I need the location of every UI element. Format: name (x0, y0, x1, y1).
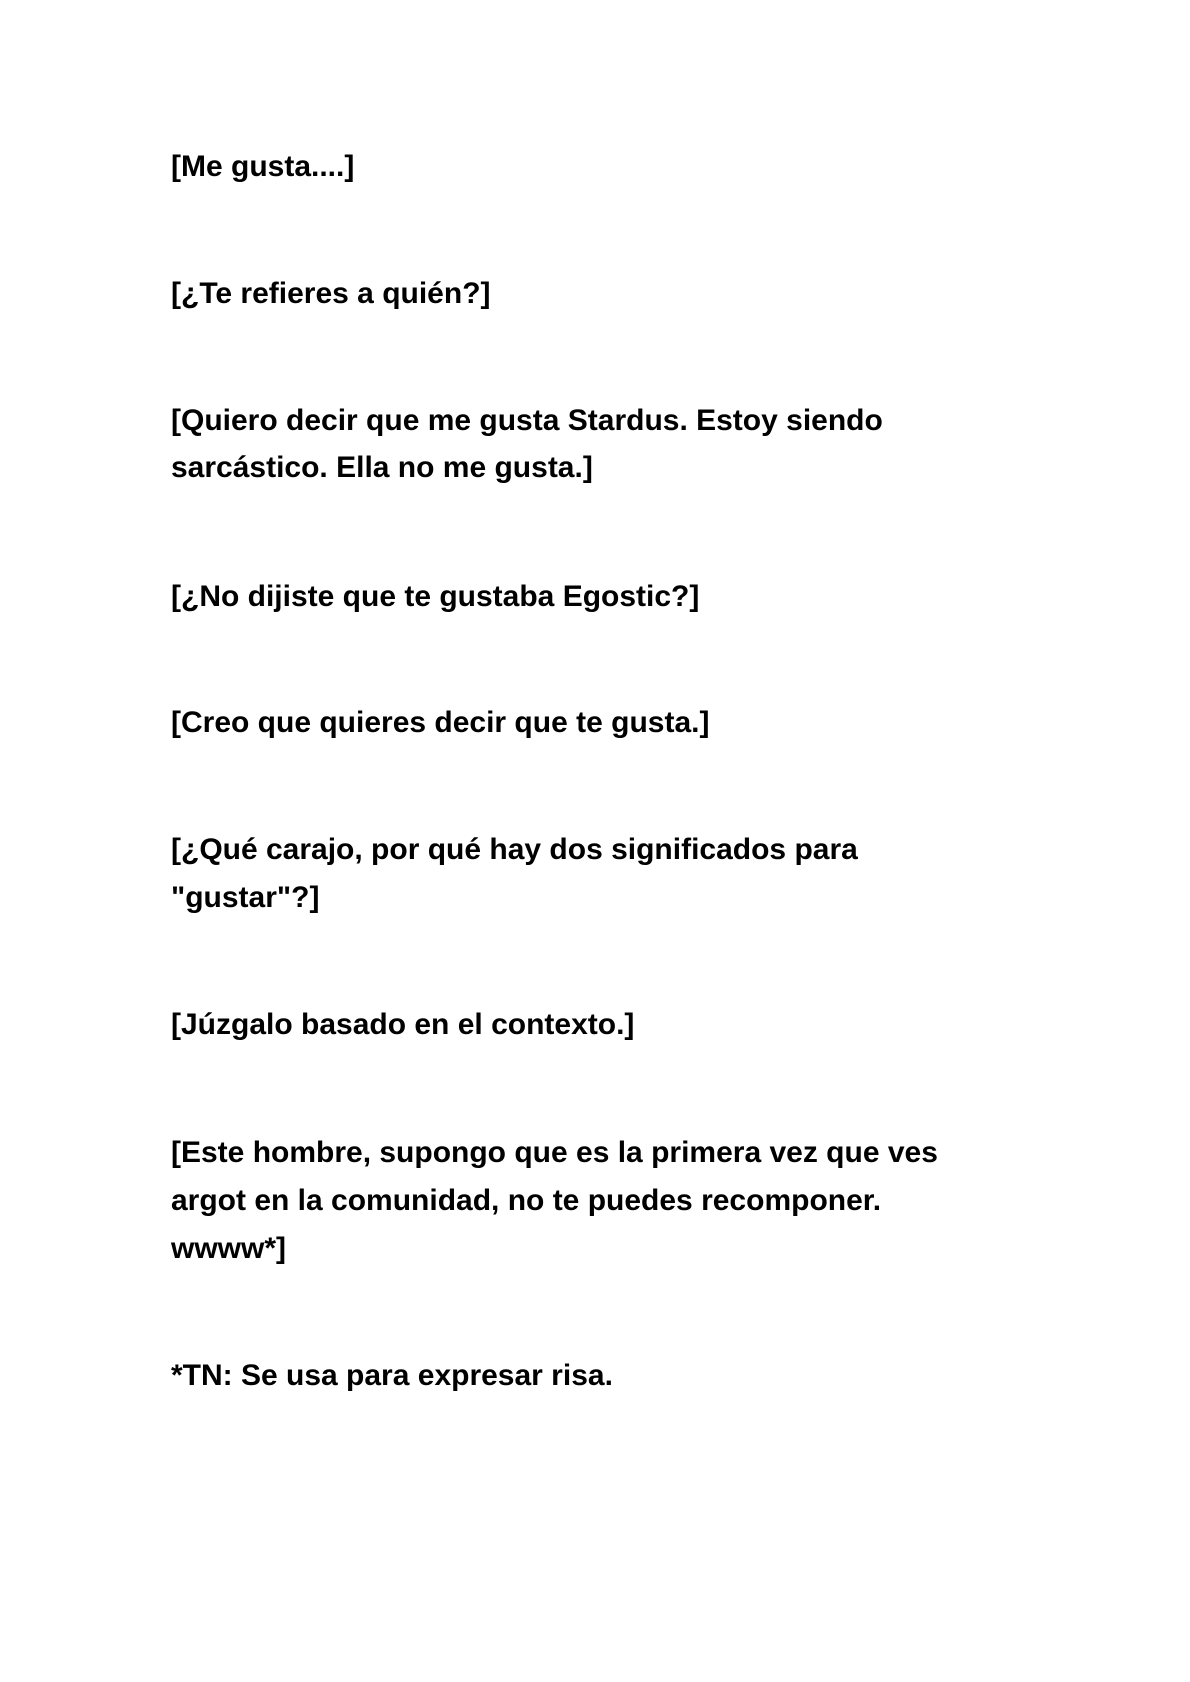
paragraph-2-line-1: [¿Te refieres a quién?] (171, 277, 491, 310)
paragraph-5-line-1: [Creo que quieres decir que te gusta.] (171, 706, 710, 739)
paragraph-8-line-3: wwww*] (171, 1232, 287, 1265)
paragraph-3-line-2: sarcástico. Ella no me gusta.] (171, 451, 593, 484)
paragraph-3-line-1: [Quiero decir que me gusta Stardus. Estoy siendo (171, 404, 883, 437)
paragraph-6-line-1: [¿Qué carajo, por qué hay dos significados para (171, 833, 858, 866)
translator-note: *TN: Se usa para expresar risa. (171, 1359, 613, 1392)
paragraph-8-line-1: [Este hombre, supongo que es la primera vez que ves (171, 1136, 938, 1169)
paragraph-6-line-2: "gustar"?] (171, 881, 320, 914)
paragraph-1-line-1: [Me gusta....] (171, 150, 355, 183)
paragraph-8-line-2: argot en la comunidad, no te puedes recomponer. (171, 1184, 882, 1217)
paragraph-4-line-1: [¿No dijiste que te gustaba Egostic?] (171, 580, 700, 613)
paragraph-7-line-1: [Júzgalo basado en el contexto.] (171, 1008, 635, 1041)
